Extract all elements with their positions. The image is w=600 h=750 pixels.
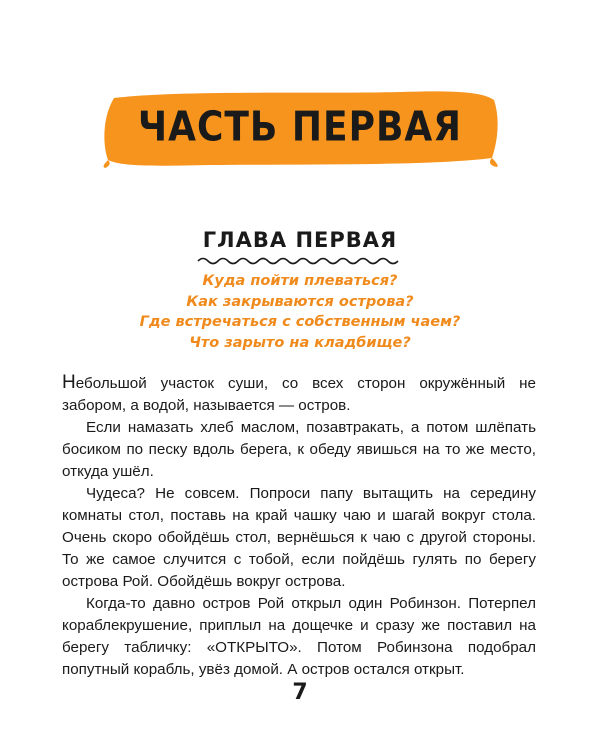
chapter-question: Где встречаться с собственным чаем?: [139, 314, 461, 330]
drop-cap: Н: [62, 372, 76, 393]
chapter-body: [62, 372, 536, 681]
chapter-question: Что зарыто на кладбище?: [189, 334, 411, 351]
paragraph: Чудеса? Не совсем. Попроси папу вытащить на середину комнаты стол, поставь на край чашку чаю и шагай вокруг стола. Очень скоро обойдёшь стол, вернёшься к чаю с другой стороны. То же самое случится с тобой, если пойдёшь гулять по берегу острова Рой. Обойдёшь вокруг острова.: [62, 485, 536, 590]
paragraph: [62, 372, 536, 417]
paragraph-text: ебольшой участок суши, со всех сторон окружённый не забором, а водой, называется — остров.: [62, 375, 536, 414]
paragraph: Когда-то давно остров Рой открыл один Робинзон. Потерпел кораблекрушение, приплыл на дощечке и сразу же поставил на берегу табличку: «ОТКРЫТО». Потом Робинзона подобрал попутный корабль, увёз домой. А остров остался открыт.: [62, 595, 536, 678]
chapter-questions: [0, 271, 600, 353]
part-title-banner: [100, 88, 500, 168]
chapter-question: Куда пойти плеваться?: [202, 273, 398, 289]
chapter-title: ГЛАВА ПЕРВАЯ: [202, 228, 398, 252]
paragraph: Если намазать хлеб маслом, позавтракать, а потом шлёпать босиком по песку вдоль берега, к обеду явишься на то же место, откуда ушёл.: [62, 419, 536, 480]
part-title: ЧАСТЬ ПЕРВАЯ: [137, 103, 463, 151]
wavy-underline: [196, 256, 404, 266]
page-number: 7: [292, 680, 308, 705]
chapter-question: Как закрываются острова?: [186, 293, 414, 310]
